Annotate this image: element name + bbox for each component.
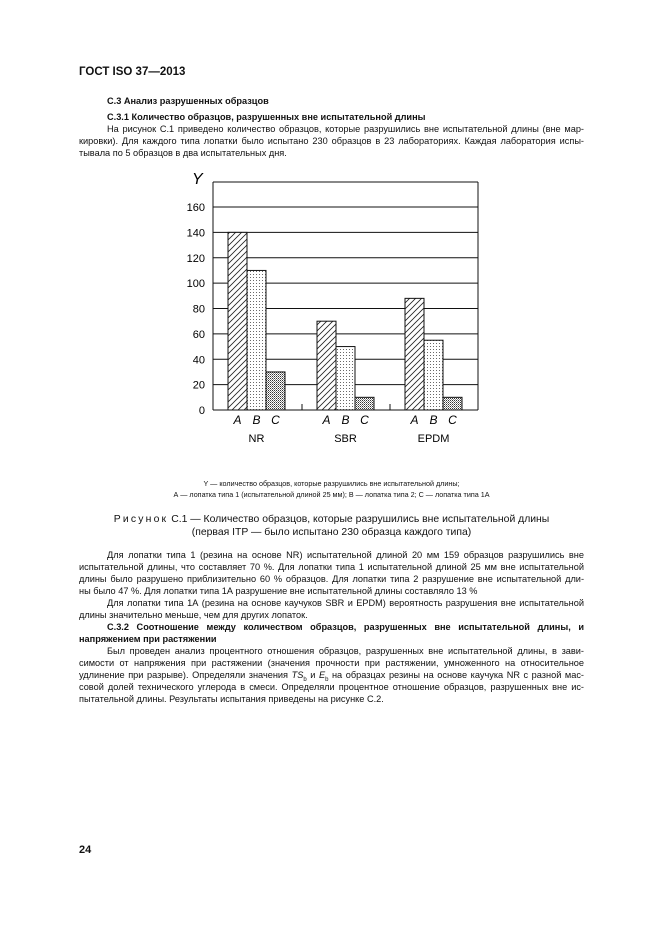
bar-EPDM-B	[424, 340, 443, 410]
category-label: EPDM	[417, 433, 450, 445]
category-label: SBR	[334, 433, 357, 445]
category-label: NR	[248, 433, 265, 445]
text-line: Был проведен анализ процентного отношения образцов, разрушенных вне испытательной длины, в зави-	[107, 646, 584, 656]
figure-caption	[79, 513, 584, 539]
bar-label: C	[271, 413, 280, 427]
bar-SBR-C	[355, 397, 374, 410]
text-line: удлинение при разрыве). Определяли значения $TS_b$ и $E_b$ на образцах резины на основе каучука NR с разной мас-	[79, 669, 584, 683]
subsection-2-title	[79, 622, 584, 646]
y-tick-label: 0	[198, 405, 205, 417]
bar-label: A	[322, 413, 331, 427]
legend-line: Y — количество образцов, которые разрушились вне испытательной длины;	[203, 479, 460, 488]
paragraph-1	[79, 550, 584, 598]
document-header: ГОСТ ISO 37—2013	[79, 66, 186, 78]
paragraph-3	[79, 646, 584, 705]
bar-SBR-B	[336, 347, 355, 410]
text-line: длины было разрушено приблизительно 60 % образцов. Для лопатки типа 2 разрушение вне испытательной дли-	[79, 573, 584, 584]
subsection-1-title: С.3.1 Количество образцов, разрушенных вне испытательной длины	[107, 112, 426, 122]
figure-legend	[79, 478, 584, 500]
text-line: напряжением при растяжении	[79, 633, 217, 644]
text-line: симости от напряжения при растяжении (значения прочности при растяжении, умноженного на относительное	[79, 657, 584, 668]
bar-NR-A	[228, 232, 247, 410]
text-line: Для лопатки типа 1 (резина на основе NR) испытательной длиной 20 мм 159 образцов разрушились вне	[107, 550, 584, 560]
text-line: совой долей технического углерода в смеси. Определяли процентное отношение образцов, разрушенных вне ис-	[79, 681, 584, 692]
y-tick-label: 20	[192, 379, 205, 392]
caption-text-2: (первая ITP — было испытано 230 образца каждого типа)	[191, 527, 472, 538]
caption-prefix: Рисунок	[113, 514, 169, 525]
text-line: кировки). Для каждого типа лопатки было испытано 230 образцов в 23 лабораториях. Каждая лаборатория испы-	[79, 135, 584, 146]
text-line: С.3.2 Соотношение между количеством образцов, разрушенных вне испытательной длины, и	[107, 622, 584, 632]
bar-label: C	[448, 413, 457, 427]
text-line: длины значительно меньше, чем для других лопаток.	[79, 609, 308, 620]
text-line: Для лопатки типа 1А (резина на основе каучуков SBR и EPDM) вероятность разрушения вне испытательной	[107, 598, 584, 608]
bar-label: B	[341, 413, 350, 427]
bar-label: A	[233, 413, 242, 427]
text-line: пытательной длины. Результаты испытания приведены на рисунке С.2.	[79, 693, 384, 704]
text-line: На рисунок С.1 приведено количество образцов, которые разрушились вне испытательной длины (вне мар-	[107, 124, 584, 134]
bar-label: B	[429, 413, 438, 427]
bar-label: B	[252, 413, 261, 427]
y-axis-label: Y	[192, 171, 203, 188]
y-tick-label: 160	[186, 202, 205, 214]
bar-NR-C	[266, 372, 285, 410]
page-number: 24	[79, 844, 92, 856]
y-tick-label: 100	[186, 278, 205, 291]
y-tick-label: 60	[192, 328, 205, 341]
bar-label: C	[360, 413, 369, 427]
y-tick-label: 80	[192, 303, 205, 316]
y-tick-label: 120	[186, 252, 205, 265]
bar-SBR-A	[317, 321, 336, 410]
bar-NR-B	[247, 270, 266, 410]
text-line: испытательной длины, что составляет 70 %. Для лопатки типа 1 испытательной длиной 25 мм вне испытательной	[79, 561, 584, 572]
bar-EPDM-C	[443, 397, 462, 410]
y-tick-label: 140	[186, 227, 205, 240]
bar-EPDM-A	[405, 298, 424, 410]
section-title: С.3 Анализ разрушенных образцов	[107, 96, 269, 106]
y-tick-label: 40	[192, 354, 205, 367]
bar-label: A	[410, 413, 419, 427]
text-line: тывала по 5 образцов в два испытательных дня.	[79, 147, 287, 158]
text-line: ны было 47 %. Для лопатки типа 1А разрушение вне испытательной длины составляло 13 %	[79, 585, 478, 596]
paragraph-2	[79, 598, 584, 622]
legend-line: А — лопатка типа 1 (испытательной длиной 25 мм); В — лопатка типа 2; С — лопатка типа 1А	[173, 490, 490, 499]
caption-text: С.1 — Количество образцов, которые разрушились вне испытательной длины	[171, 514, 550, 525]
